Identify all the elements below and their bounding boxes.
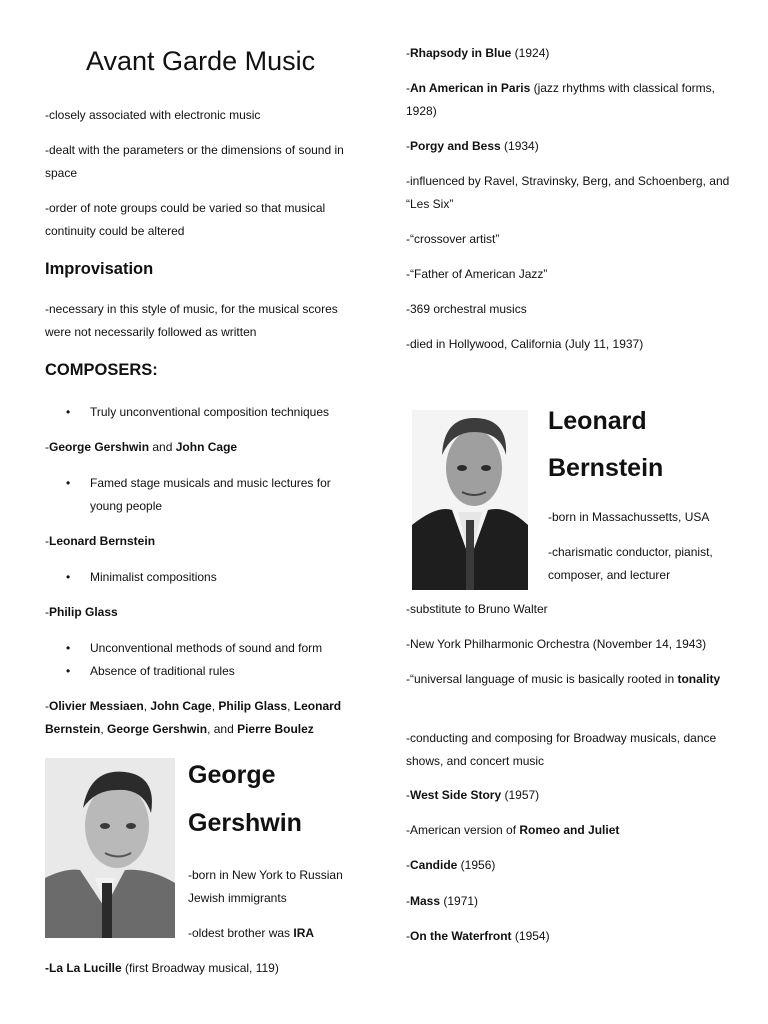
- bullet-item: • Famed stage musicals and music lectures for young people: [66, 476, 331, 513]
- influenced-line: -influenced by Ravel, Stravinsky, Berg, and Schoenberg, and “Les Six”: [406, 174, 730, 211]
- gershwin-heading-line2: Gershwin: [188, 809, 302, 837]
- gershwin-born: -born in New York to Russian Jewish immigrants: [188, 868, 343, 905]
- work-paris: -An American in Paris (jazz rhythms with classical forms, 1928): [406, 81, 715, 118]
- orchestral-line: -369 orchestral musics: [406, 302, 527, 316]
- bullet-item: • Minimalist compositions: [66, 570, 217, 584]
- bernstein-waterfront: -On the Waterfront (1954): [406, 929, 550, 943]
- improvisation-heading: Improvisation: [45, 260, 154, 278]
- crossover-line: -“crossover artist”: [406, 232, 500, 246]
- bernstein-substitute: -substitute to Bruno Walter: [406, 602, 548, 616]
- gershwin-brother: -oldest brother was IRA: [188, 926, 315, 940]
- bernstein-conducting: -conducting and composing for Broadway musicals, dance shows, and concert music: [406, 731, 717, 768]
- portrait-image: [45, 758, 175, 938]
- work-porgy: -Porgy and Bess (1934): [406, 139, 539, 153]
- bernstein-nyphil: -New York Philharmonic Orchestra (November 14, 1943): [406, 637, 707, 651]
- bullet-item: • Truly unconventional composition techniques: [66, 405, 330, 419]
- page-title: Avant Garde Music: [86, 46, 316, 76]
- portrait-image: [412, 410, 528, 590]
- composer-line: -Philip Glass: [45, 605, 118, 619]
- bernstein-wss: -West Side Story (1957): [406, 788, 540, 802]
- bernstein-romeo: -American version of Romeo and Juliet: [406, 823, 620, 837]
- bernstein-universal: -“universal language of music is basically rooted in tonality: [406, 672, 721, 686]
- gershwin-heading-line1: George: [188, 761, 276, 789]
- died-line: -died in Hollywood, California (July 11, 1937): [406, 337, 644, 351]
- bernstein-heading-line2: Bernstein: [548, 454, 664, 482]
- bernstein-candide: -Candide (1956): [406, 858, 496, 872]
- composer-line: -George Gershwin and John Cage: [45, 440, 238, 454]
- father-line: -“Father of American Jazz”: [406, 267, 548, 281]
- intro-line-3: -order of note groups could be varied so that musical continuity could be altered: [45, 201, 326, 238]
- composer-list: -Olivier Messiaen, John Cage, Philip Glass, Leonard Bernstein, George Gershwin, and Pierre Boulez: [45, 699, 342, 736]
- improvisation-text: -necessary in this style of music, for the musical scores were not necessarily followed as written: [45, 302, 338, 339]
- gershwin-photo: [45, 758, 175, 938]
- bernstein-born: -born in Massachussetts, USA: [548, 510, 710, 524]
- bernstein-heading-line1: Leonard: [548, 407, 647, 435]
- bernstein-photo: [412, 410, 528, 590]
- bernstein-mass: -Mass (1971): [406, 894, 479, 908]
- bernstein-charismatic: -charismatic conductor, pianist, composer, and lecturer: [548, 545, 713, 582]
- bullet-item: • Unconventional methods of sound and form: [66, 641, 323, 655]
- bullet-item: • Absence of traditional rules: [66, 664, 235, 678]
- composers-heading: COMPOSERS:: [45, 361, 158, 379]
- intro-line-2: -dealt with the parameters or the dimensions of sound in space: [45, 143, 344, 180]
- work-rhapsody: -Rhapsody in Blue (1924): [406, 46, 550, 60]
- composer-line: -Leonard Bernstein: [45, 534, 156, 548]
- gershwin-lucille: -La La Lucille (first Broadway musical, 119): [45, 961, 279, 975]
- intro-line-1: -closely associated with electronic music: [45, 108, 261, 122]
